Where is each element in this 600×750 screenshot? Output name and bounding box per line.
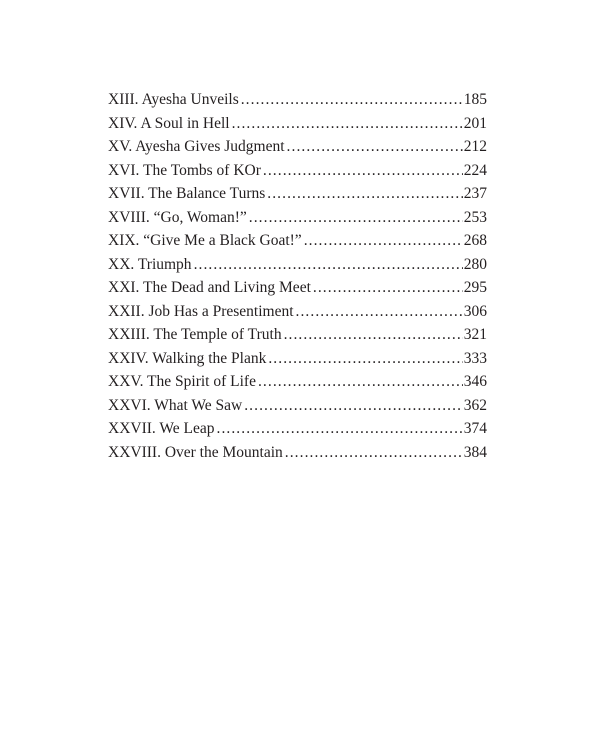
- page-number: 237: [463, 185, 487, 202]
- dot-leader: [230, 112, 463, 136]
- chapter-title: XXV. The Spirit of Life: [108, 373, 256, 390]
- page-number: 346: [463, 373, 487, 390]
- dot-leader: [266, 347, 462, 371]
- chapter-title: XXVII. We Leap: [108, 420, 215, 437]
- chapter-title: XXIV. Walking the Plank: [108, 349, 267, 367]
- dot-leader: [261, 159, 463, 183]
- toc-entry: [108, 417, 487, 441]
- dot-leader: [242, 394, 463, 418]
- toc-entry: [108, 88, 487, 112]
- toc-entry: [108, 182, 487, 206]
- toc-entry: [108, 394, 487, 418]
- page-number: 280: [463, 255, 487, 273]
- chapter-title: XVIII. “Go, Woman!”: [108, 208, 247, 226]
- page-number: 362: [463, 396, 487, 414]
- dot-leader: [302, 229, 463, 253]
- dot-leader: [311, 276, 463, 300]
- toc-entry: [108, 300, 487, 324]
- chapter-title: XXII. Job Has a Presentiment: [108, 302, 294, 320]
- chapter-title: XVII. The Balance Turns: [108, 185, 266, 202]
- dot-leader: [282, 323, 463, 347]
- dot-leader: [247, 206, 463, 230]
- page-number: 212: [463, 138, 487, 155]
- chapter-title: XV. Ayesha Gives Judgment: [108, 138, 285, 155]
- dot-leader: [265, 182, 462, 206]
- chapter-title: XX. Triumph: [108, 255, 192, 273]
- toc-entry: [108, 347, 487, 371]
- toc-entry: [108, 229, 487, 253]
- dot-leader: [239, 88, 463, 112]
- chapter-title: XXVIII. Over the Mountain: [108, 443, 283, 461]
- page-number: 268: [463, 232, 487, 249]
- page-number: 374: [463, 420, 487, 437]
- page-number: 253: [463, 208, 487, 226]
- toc-entry: [108, 206, 487, 230]
- page-number: 321: [463, 326, 487, 343]
- chapter-title: XIX. “Give Me a Black Goat!”: [108, 232, 302, 249]
- dot-leader: [215, 417, 463, 441]
- toc-entry: [108, 253, 487, 277]
- dot-leader: [294, 300, 463, 324]
- dot-leader: [256, 370, 463, 394]
- page-number: 384: [463, 443, 487, 461]
- dot-leader: [192, 253, 463, 277]
- table-of-contents: [108, 88, 487, 464]
- page-number: 333: [463, 349, 487, 367]
- toc-entry: [108, 135, 487, 159]
- toc-entry: [108, 323, 487, 347]
- dot-leader: [283, 441, 463, 465]
- toc-entry: [108, 441, 487, 465]
- toc-entry: [108, 370, 487, 394]
- chapter-title: XXI. The Dead and Living Meet: [108, 279, 311, 296]
- chapter-title: XXVI. What We Saw: [108, 396, 243, 414]
- chapter-title: XVI. The Tombs of KOr: [108, 161, 261, 179]
- page-number: 201: [463, 114, 487, 132]
- chapter-title: XXIII. The Temple of Truth: [108, 326, 282, 343]
- page-number: 224: [463, 161, 487, 179]
- toc-entry: [108, 276, 487, 300]
- toc-entry: [108, 112, 487, 136]
- chapter-title: XIV. A Soul in Hell: [108, 114, 230, 132]
- toc-entry: [108, 159, 487, 183]
- page-number: 185: [463, 91, 487, 108]
- dot-leader: [285, 135, 463, 159]
- page-number: 306: [463, 302, 487, 320]
- page-number: 295: [463, 279, 487, 296]
- chapter-title: XIII. Ayesha Unveils: [108, 91, 239, 108]
